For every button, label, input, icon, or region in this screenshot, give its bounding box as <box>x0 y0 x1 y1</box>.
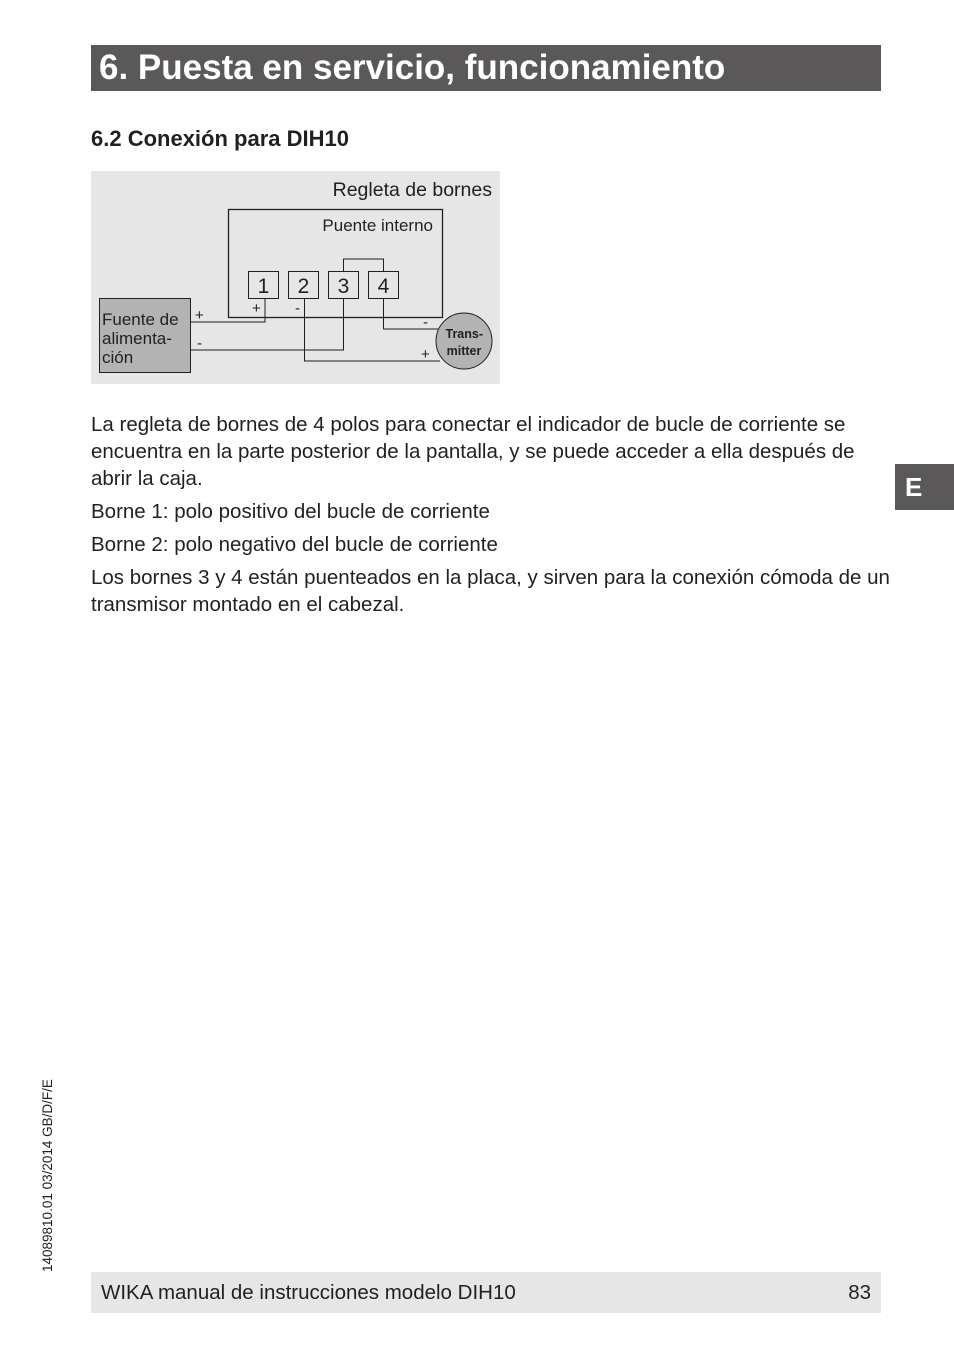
footer-text: WIKA manual de instrucciones modelo DIH10 <box>101 1281 516 1304</box>
page-number: 83 <box>848 1281 871 1304</box>
section-heading: 6.2 Conexión para DIH10 <box>91 126 349 151</box>
terminal-4 <box>369 272 399 299</box>
paragraph-intro: La regleta de bornes de 4 polos para conectar el indicador de bucle de corriente se encuentra en la parte posterior de la pantalla, y se puede acceder a ella después de abrir la caja. <box>91 413 855 490</box>
supply-plus-sign: + <box>195 307 204 324</box>
language-tab: E <box>895 464 954 510</box>
transmitter-circle <box>436 313 492 369</box>
transmitter-label: Trans- mitter <box>445 327 484 358</box>
terminal-1-plus-sign: + <box>252 300 261 317</box>
internal-bridge-label: Puente interno <box>322 216 433 235</box>
paragraph-terminal-1: Borne 1: polo positivo del bucle de corriente <box>91 500 490 523</box>
transmitter-minus-sign: - <box>423 314 428 331</box>
supply-minus-sign: - <box>197 335 202 352</box>
paragraph-terminals-3-4: Los bornes 3 y 4 están puenteados en la placa, y sirven para la conexión cómoda de un transmisor montado en el cabezal. <box>91 566 890 616</box>
wiring-diagram <box>91 171 500 384</box>
terminal-1-label: 1 <box>257 275 270 298</box>
wire-terminal-4-to-transmitter-minus <box>384 299 439 329</box>
terminal-4-label: 4 <box>377 275 390 298</box>
terminal-strip-label: Regleta de bornes <box>332 179 492 201</box>
terminal-2 <box>289 272 319 299</box>
document-code: 14089810.01 03/2014 GB/D/F/E <box>40 1079 55 1272</box>
wire-terminal-2-to-transmitter-plus <box>305 299 441 361</box>
chapter-title: 6. Puesta en servicio, funcionamiento <box>91 45 881 91</box>
terminal-1 <box>249 272 279 299</box>
terminal-2-minus-sign: - <box>295 300 300 317</box>
power-supply-label: Fuente de alimenta- ción <box>102 310 179 367</box>
footer <box>91 1272 881 1313</box>
terminal-3-label: 3 <box>337 275 350 298</box>
body-text <box>91 411 891 624</box>
paragraph-terminal-2: Borne 2: polo negativo del bucle de corriente <box>91 533 498 556</box>
wire-supply-minus-to-terminal-3 <box>191 299 344 350</box>
transmitter-plus-sign: + <box>421 346 430 363</box>
terminal-2-label: 2 <box>297 275 310 298</box>
internal-bridge-wire <box>344 259 384 271</box>
terminal-3 <box>329 272 359 299</box>
